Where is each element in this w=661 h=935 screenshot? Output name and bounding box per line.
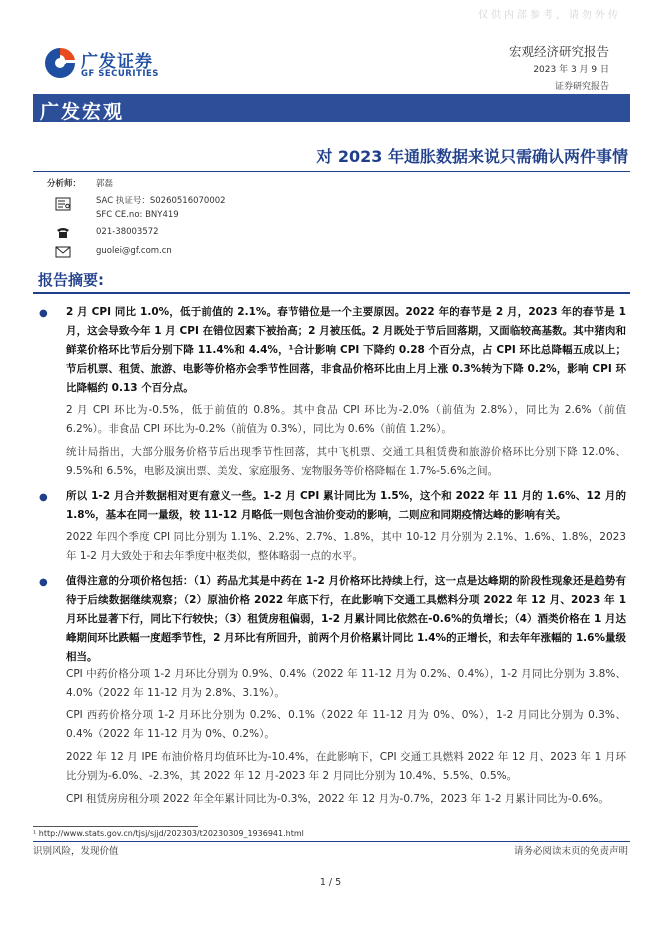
section-divider: [33, 292, 630, 294]
footnote-divider: [33, 826, 198, 827]
body-paragraph-4: CPI 中药价格分项 1-2 月环比分别为 0.9%、0.4%（2022 年 11-12 月为 0.2%、0.4%），1-2 月同比分别为 3.8%、4.0%（2022 年 11-12 月为 2.8%、3.1%）。: [66, 668, 626, 699]
body-paragraph-3: 2022 年四个季度 CPI 同比分别为 1.1%、2.2%、2.7%、1.8%，其中 10-12 月分别为 2.1%、1.6%、1.8%，2023 年 1-2 月大致处于和去年季度中枢类似，整体略弱一点的水平。: [66, 531, 626, 562]
summary-bullet-3: 值得注意的分项价格包括：（1）药品尤其是中药在 1-2 月价格环比持续上行，这一点是达峰期的阶段性现象还是趋势有待于后续数据继续观察；（2）原油价格 2022 年底下行，在此影响下交通工具燃料分项 2022 年 12 月、2023 年 1 月环比显著下行，同比下行较快；（3）租赁房租偏弱，1-2 月累计同比依然在-0.6%的负增长；（4）酒类价格在 1 月达峰期间环比跌幅一度超季节性，2 月环比有所回升，前两个月价格累计同比 1.4%的正增长，和去年年涨幅的 1.6%量级相当。: [66, 575, 626, 663]
brand-name-en: GF SECURITIES: [81, 69, 159, 79]
report-date: 2023 年 3 月 9 日: [533, 65, 609, 75]
sfc-number: SFC CE.no: BNY419: [96, 210, 179, 220]
analyst-name: 郭磊: [96, 179, 114, 189]
bullet-icon: ●: [39, 577, 48, 588]
report-title: 对 2023 年通胀数据来说只需确认两件事情: [316, 147, 628, 166]
summary-bullet-1: 2 月 CPI 同比 1.0%，低于前值的 2.1%。春节错位是一个主要原因。2022 年的春节是 2 月，2023 年的春节是 1 月，这会导致今年 1 月 CPI 在错位因素下被抬高；2 月被压低。2 月既处于节后回落期，又面临较高基数。其中猪肉和鲜菜价格环比节后分别下降 11.4%和 4.4%，¹合计影响 CPI 下降约 0.28 个百分点，占 CPI 环比总降幅五成以上；节后机票、租赁、旅游、电影等价格亦会季节性回落，非食品价格环比由上月上涨 0.3%转为下降 0.2%，影响 CPI 环比降幅约 0.13 个百分点。: [66, 306, 626, 394]
certificate-icon: [55, 197, 71, 211]
analyst-label: 分析师：: [47, 179, 82, 189]
watermark: 仅供内部参考，请勿外传: [478, 10, 621, 21]
body-paragraph-5: CPI 西药价格分项 1-2 月环比分别为 0.2%、0.1%（2022 年 11-12 月为 0%、0%），1-2 月同比分别为 0.3%、0.4%（2022 年 11-12 月为 0%、0.2%）。: [66, 709, 626, 740]
title-divider: [33, 171, 630, 172]
report-category: 证券研究报告: [554, 82, 609, 92]
sac-number: SAC 执证号：S0260516070002: [96, 196, 226, 206]
footnote-link[interactable]: ¹ http://www.stats.gov.cn/tjsj/sjjd/202303/t20230309_1936941.html: [33, 829, 304, 838]
footer-divider: [33, 841, 630, 842]
bullet-icon: ●: [39, 492, 48, 503]
brand-name-cn: 广发证券: [81, 52, 153, 72]
body-paragraph-2: 统计局指出，大部分服务价格节后出现季节性回落，其中飞机票、交通工具租赁费和旅游价格环比分别下降 12.0%、9.5%和 6.5%，电影及演出票、美发、家庭服务、宠物服务等价格降幅在 1.7%-5.6%之间。: [66, 446, 626, 477]
body-paragraph-7: CPI 租赁房房租分项 2022 年全年累计同比为-0.3%，2022 年 12 月为-0.7%，2023 年 1-2 月累计同比为-0.6%。: [66, 793, 609, 805]
analyst-phone: 021-38003572: [96, 227, 159, 237]
body-paragraph-1: 2 月 CPI 环比为-0.5%，低于前值的 0.8%。其中食品 CPI 环比为-2.0%（前值为 2.8%），同比为 2.6%（前值 6.2%）。非食品 CPI 环比为-0.2%（前值为 0.3%），同比为 0.6%（前值 1.2%）。: [66, 404, 626, 435]
section-title: 报告摘要:: [38, 271, 104, 289]
banner-title: 广发宏观: [40, 101, 125, 123]
footer-slogan: 识别风险，发现价值: [33, 846, 119, 857]
phone-icon: [55, 225, 71, 239]
footer-disclaimer: 请务必阅读末页的免责声明: [513, 846, 628, 857]
company-logo: [43, 44, 173, 86]
page-number: 1 / 5: [319, 877, 342, 888]
summary-bullet-2: 所以 1-2 月合并数据相对更有意义一些。1-2 月 CPI 累计同比为 1.5%，这个和 2022 年 11 月的 1.6%、12 月的 1.8%，基本在同一量级，较 11-12 月略低一则包含油价变动的影响，二则应和同期疫情达峰的影响有关。: [66, 490, 626, 521]
report-type: 宏观经济研究报告: [508, 44, 609, 59]
bullet-icon: ●: [39, 308, 48, 319]
gf-logo-icon: [43, 46, 77, 80]
analyst-email[interactable]: guolei@gf.com.cn: [96, 246, 172, 256]
body-paragraph-6: 2022 年 12 月 IPE 布油价格月均值环比为-10.4%，在此影响下，CPI 交通工具燃料 2022 年 12 月、2023 年 1 月环比分别为-6.0%、-2.3%，其 2022 年 12 月-2023 年 2 月同比分别为 10.4%、5.5%、0.5%。: [66, 751, 626, 782]
email-icon: [55, 245, 71, 259]
